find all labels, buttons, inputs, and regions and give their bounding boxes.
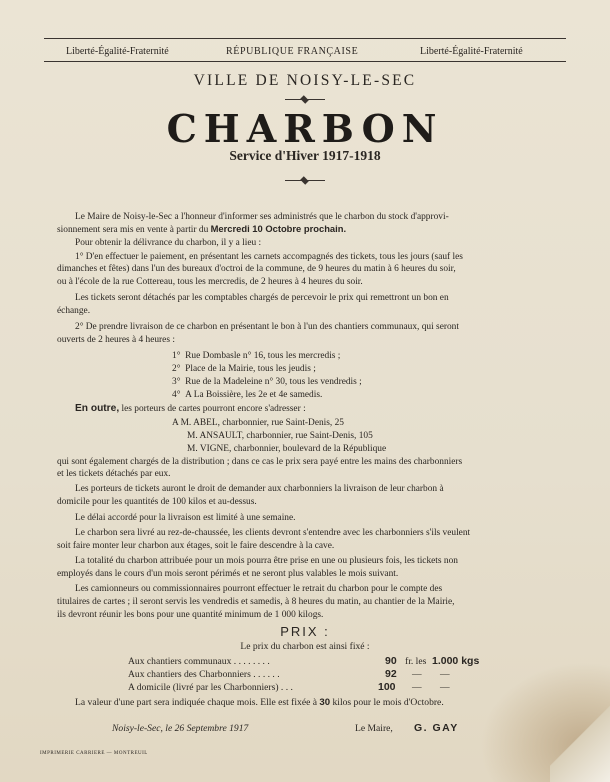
yard-text: Rue de la Madeleine n° 30, tous les vendredis ; (185, 377, 362, 387)
coal-merchant-item: M. VIGNE, charbonnier, boulevard de la République (187, 444, 387, 454)
poster-subtitle: Service d'Hiver 1917-1918 (229, 148, 381, 163)
yard-text: Place de la Mairie, tous les jeudis ; (185, 364, 316, 374)
intro-line-2 (57, 223, 346, 237)
price-heading: PRIX : (280, 624, 330, 639)
mayor-label: Le Maire, (355, 723, 393, 734)
delivered-line-2: soit faire monter leur charbon aux étages, soit le faire descendre à la cave. (57, 541, 335, 551)
en-outre-line (75, 403, 306, 416)
tickets-line-2: échange. (57, 306, 91, 316)
yard-item (172, 389, 322, 402)
yard-number: 1° (172, 351, 181, 361)
price-row-label: Aux chantiers des Charbonniers . . . . . . (128, 669, 280, 680)
intro-line-1: Le Maire de Noisy-le-Sec a l'honneur d'informer ses administrés que le charbon du stock d'approvi- (75, 212, 449, 222)
coal-merchant-item: M. ANSAULT, charbonnier, rue Saint-Denis, 105 (187, 431, 373, 441)
payment-line-3: ou à l'école de la rue Cottereau, tous les mercredis, de 2 heures à 4 heures du soir. (57, 277, 363, 287)
porters-line-1: Les porteurs de tickets auront le droit de demander aux charbonniers la livraison de leur charbon à (75, 484, 444, 494)
town-name: VILLE DE NOISY-LE-SEC (193, 72, 417, 89)
share-text-end: kilos pour le mois d'Octobre. (330, 697, 444, 708)
printer-imprint: IMPRIMERIE CARRIERE — MONTREUIL (40, 751, 148, 756)
en-outre-text: les porteurs de cartes pourront encore s'adresser : (119, 404, 306, 414)
price-row-value: 100 (378, 681, 396, 693)
merchants-line-2: et les tickets détachés par eux. (57, 469, 171, 479)
yard-text: A La Boissière, les 2e et 4e samedis. (185, 390, 323, 400)
poster-title: CHARBON (166, 106, 444, 151)
delivery-line-2: ouverts de 2 heures à 4 heures : (57, 335, 175, 345)
share-value-line (75, 697, 444, 708)
carriers-line-3: ils devront réunir les bons pour une quantité minimum de 1 000 kilogs. (57, 610, 324, 620)
republic-label: RÉPUBLIQUE FRANÇAISE (226, 46, 359, 57)
en-outre-label: En outre, (75, 403, 120, 414)
totality-line-2: employés dans le cours d'un mois seront périmés et ne seront plus valables le mois suivant. (57, 569, 399, 579)
motto-right: Liberté-Égalité-Fraternité (420, 46, 523, 57)
yard-text: Rue Dombasle n° 16, tous les mercredis ; (185, 351, 341, 361)
price-row-value: 92 (385, 668, 397, 680)
ornament-divider (285, 179, 325, 182)
ornament-divider (285, 98, 325, 101)
price-row-suffix: fr. les (405, 656, 427, 667)
carriers-line-1: Les camionneurs ou commissionnaires pourront effectuer le retrait du charbon pour le compte des (75, 584, 443, 594)
sale-date: Mercredi 10 Octobre prochain. (210, 223, 347, 234)
torn-corner (550, 702, 610, 782)
delivery-line-1: 2° De prendre livraison de ce charbon en présentant le bon à l'un des chantiers communaux, qui seront (75, 322, 459, 332)
delay-line: Le délai accordé pour la livraison est limité à une semaine. (75, 513, 296, 523)
coal-merchant-item: A M. ABEL, charbonnier, rue Saint-Denis, 25 (172, 418, 344, 428)
delivered-line-1: Le charbon sera livré au rez-de-chaussée, les clients devront s'entendre avec les charbonniers s'ils veulent (75, 528, 471, 538)
carriers-line-2: titulaires de cartes ; il seront servis les vendredis et samedis, à 8 heures du matin, au chantier de la Mairie, (57, 597, 455, 607)
yard-item (172, 350, 340, 363)
payment-line-2: dimanches et fêtes) dans l'un des bureaux d'octroi de la commune, de 9 heures du matin à 6 heures du soir, (57, 264, 456, 274)
totality-line-1: La totalité du charbon attribuée pour un mois pourra être prise en une ou plusieurs fois, les tickets non (75, 556, 458, 566)
mayor-name: G. GAY (414, 722, 459, 734)
merchants-line-1: qui sont également chargés de la distribution ; dans ce cas le prix sera payé entre les mains des charbonniers (57, 457, 463, 467)
porters-line-2: domicile pour les quantités de 100 kilos et au-dessus. (57, 497, 257, 507)
price-row-label: A domicile (livré par les Charbonniers) . . . (128, 682, 293, 693)
yard-number: 2° (172, 364, 181, 374)
price-row-quantity: 1.000 kgs (432, 655, 480, 667)
share-text: La valeur d'une part sera indiquée chaque mois. Elle est fixée à (75, 697, 320, 708)
header-bottom-rule (44, 61, 566, 62)
price-row-label: Aux chantiers communaux . . . . . . . . (128, 656, 270, 667)
payment-line-1: 1° D'en effectuer le paiement, en présentant les carnets accompagnés des tickets, tous les jours (sauf les (75, 252, 463, 262)
yard-item (172, 376, 362, 389)
yard-number: 3° (172, 377, 181, 387)
yard-item (172, 363, 316, 376)
signing-date: Noisy-le-Sec, le 26 Septembre 1917 (112, 723, 249, 734)
intro-text: sionnement sera mis en vente à partir du (57, 225, 211, 235)
share-kilos: 30 (319, 697, 331, 708)
yard-number: 4° (172, 390, 181, 400)
price-row-suffix: — — (412, 682, 458, 693)
motto-left: Liberté-Égalité-Fraternité (66, 46, 169, 57)
obtain-line: Pour obtenir la délivrance du charbon, il y a lieu : (75, 238, 262, 248)
header-top-rule (44, 38, 566, 39)
price-row-value: 90 (385, 655, 397, 667)
price-row-suffix: — — (412, 669, 458, 680)
price-intro: Le prix du charbon est ainsi fixé : (240, 641, 370, 652)
tickets-line-1: Les tickets seront détachés par les comptables chargés de percevoir le prix qui remettront un bon en (75, 293, 449, 303)
